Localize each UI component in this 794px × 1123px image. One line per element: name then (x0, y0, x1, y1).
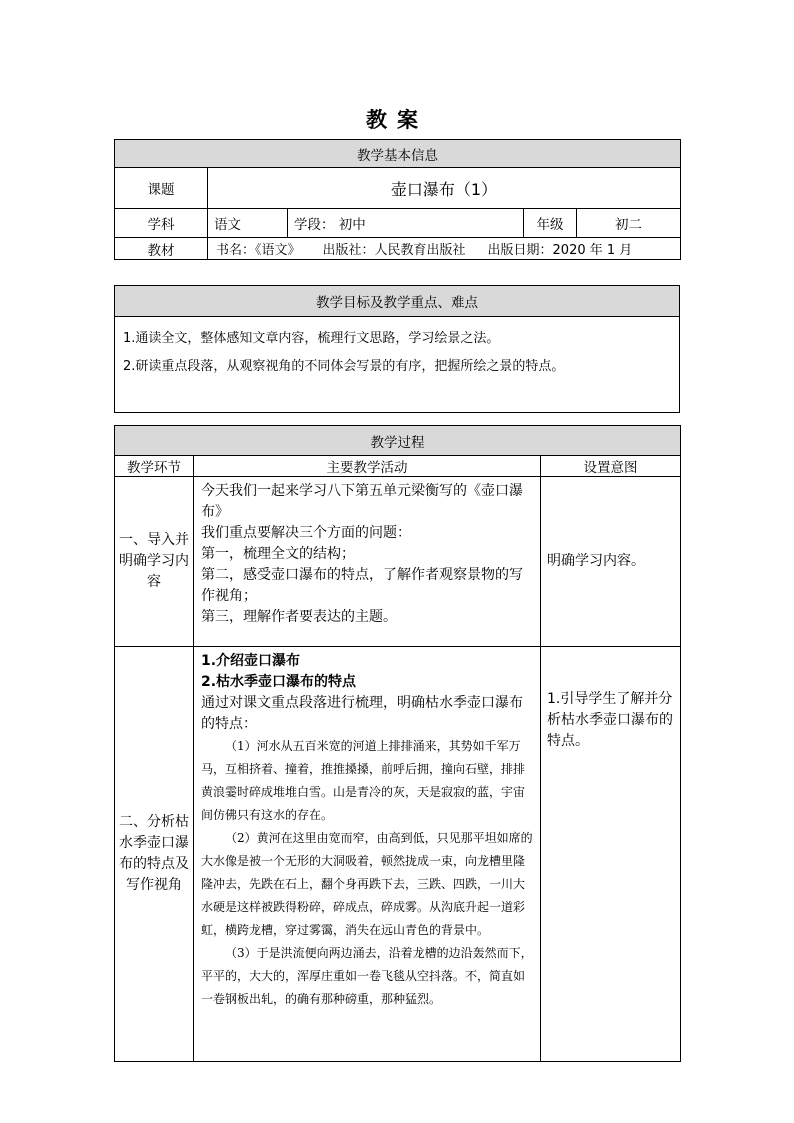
document-title: 教案 (366, 108, 428, 132)
stage-label: 学段： (294, 217, 335, 233)
quote-paragraph: （1）河水从五百米宽的河道上排排涌来，其势如千军万马，互相挤着、撞着，推推搡搡，前呼后拥，撞向石壁，排排黄浪霎时碎成堆堆白雪。山是青冷的灰，天是寂寂的蓝，宇宙间仿佛只有这水的存在。 (201, 739, 526, 822)
intent-cell: 1.引导学生了解并分析枯水季壶口瀑布的特点。 (541, 647, 681, 1062)
grade-label: 年级 (524, 209, 577, 238)
col-activity-header: 主要教学活动 (194, 456, 541, 477)
goal-item: 1.通读全文，整体感知文章内容，梳理行文思路，学习绘景之法。 (123, 331, 500, 346)
publish-date: 出版日期：2020 年 1 月 (487, 243, 633, 258)
activity-line: 第三，理解作者要表达的主题。 (201, 609, 397, 625)
basic-info-header: 教学基本信息 (115, 140, 681, 168)
table-row (115, 647, 681, 1062)
subject-label: 学科 (115, 209, 208, 238)
activity-cell (194, 647, 541, 1062)
activity-line: 第二，感受壶口瀑布的特点，了解作者观察景物的写作视角； (201, 567, 523, 604)
book-name: 书名：《语文》 (216, 243, 301, 258)
process-header: 教学过程 (115, 426, 681, 456)
goals-table (114, 285, 680, 413)
stage-cell: 二、分析枯水季壶口瀑布的特点及写作视角 (115, 647, 194, 1062)
stage-cell: 一、导入并明确学习内容 (115, 477, 194, 647)
topic-value: 壶口瀑布（1） (208, 168, 681, 209)
material-label: 教材 (115, 238, 208, 260)
publisher: 出版社：人民教育出版社 (322, 243, 466, 258)
subject-value: 语文 (208, 209, 288, 238)
activity-line: 通过对课文重点段落进行梳理，明确枯水季壶口瀑布的特点： (201, 695, 523, 732)
col-intent-header: 设置意图 (541, 456, 681, 477)
goal-item: 2.研读重点段落，从观察视角的不同体会写景的有序，把握所绘之景的特点。 (123, 359, 565, 374)
activity-line: 今天我们一起来学习八下第五单元梁衡写的《壶口瀑布》 (201, 483, 523, 520)
activity-cell (194, 477, 541, 647)
col-stage-header: 教学环节 (115, 456, 194, 477)
process-table (114, 425, 681, 1062)
goals-header: 教学目标及教学重点、难点 (115, 286, 680, 317)
stage-cell (288, 209, 524, 238)
goals-content (115, 317, 680, 413)
activity-heading: 2.枯水季壶口瀑布的特点 (201, 674, 357, 690)
grade-value: 初二 (577, 209, 681, 238)
activity-line: 第一，梳理全文的结构； (201, 546, 355, 562)
topic-label: 课题 (115, 168, 208, 209)
activity-heading: 1.介绍壶口瀑布 (201, 653, 301, 669)
activity-line: 我们重点要解决三个方面的问题： (201, 525, 411, 541)
basic-info-table (114, 139, 681, 260)
stage-value: 初中 (338, 217, 366, 233)
quote-paragraph: （3）于是洪流便向两边涌去，沿着龙槽的边沿轰然而下，平平的，大大的，浑厚庄重如一卷飞毯从空抖落。不，简直如一卷钢板出轧，的确有那种磅重，那种猛烈。 (201, 946, 533, 1006)
intent-cell: 明确学习内容。 (541, 477, 681, 647)
quote-paragraph: （2）黄河在这里由宽而窄，由高到低，只见那平坦如席的大水像是被一个无形的大洞吸着，顿然拢成一束，向龙槽里隆隆冲去，先跌在石上，翻个身再跌下去，三跌、四跌，一川大水硬是这样被跌得粉碎，碎成点，碎成雾。从沟底升起一道彩虹，横跨龙槽，穿过雾霭，消失在远山青色的背景中。 (201, 831, 533, 937)
table-row (115, 477, 681, 647)
material-info (208, 238, 681, 260)
